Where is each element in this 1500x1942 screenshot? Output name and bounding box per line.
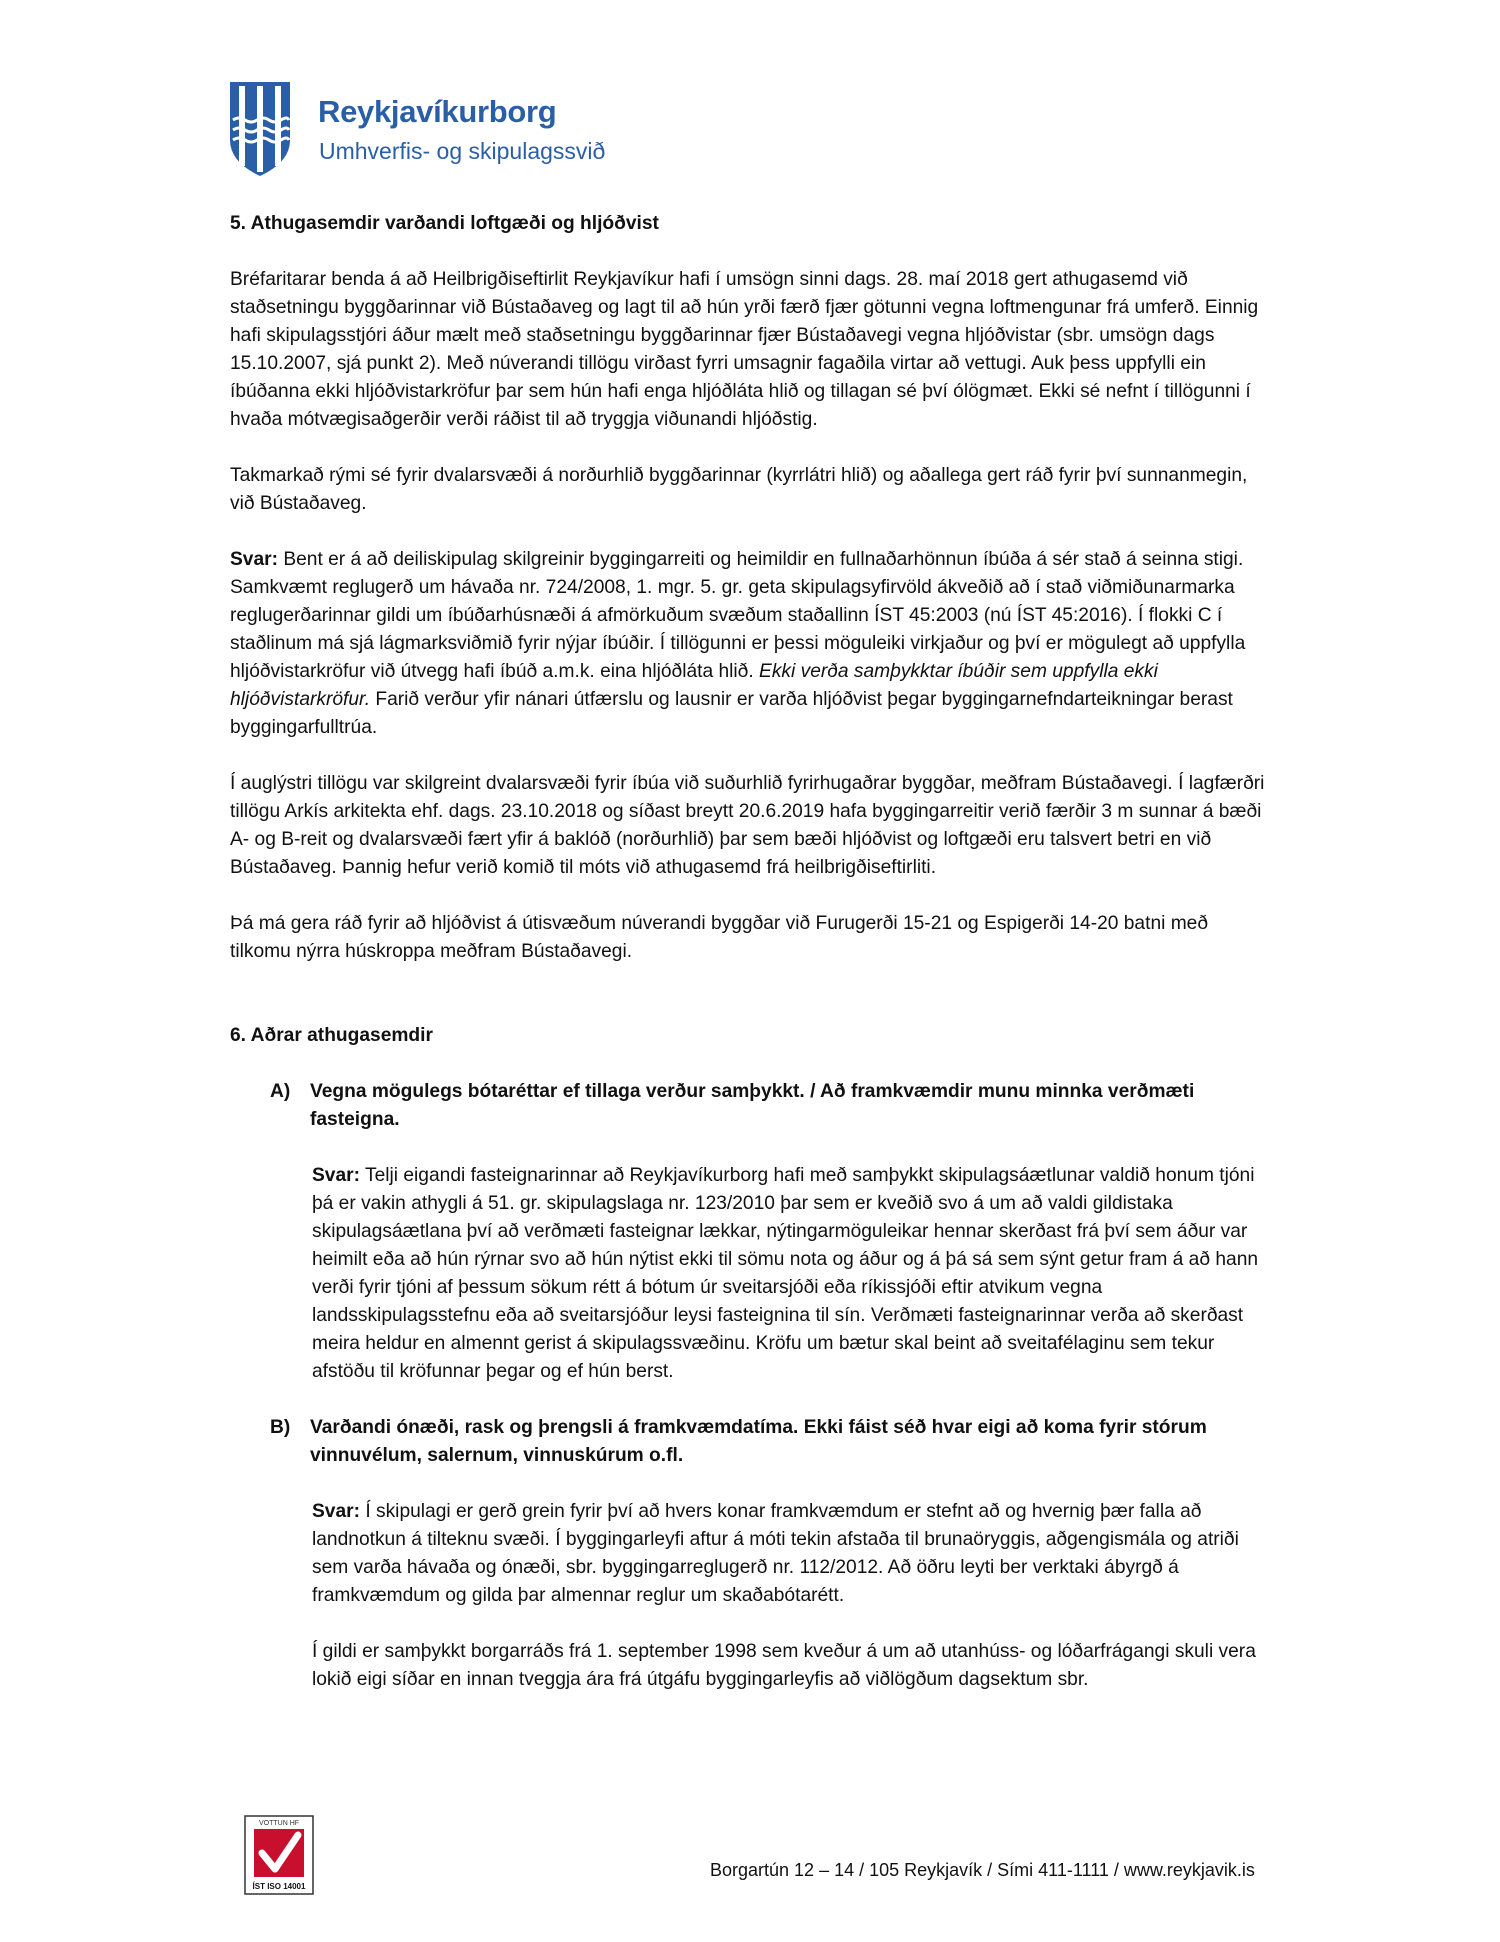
item-a-letter: A) <box>270 1081 291 1102</box>
answer-text: Bent er á að deiliskipulag skilgreinir byggingarreiti og heimildir en fullnaðarhönnun íbúða á sér stað á seinna stigi. Samkvæmt reglugerð um hávaða nr. 724/2008, 1. mgr. 5. gr. geta skipulagsyfirvöld ákveðið að í stað viðmiðunarmarka reglugerðarinnar gildi um íbúðarhúsnæði á afmörkuðum svæðum staðallinn ÍST 45:2003 (nú ÍST 45:2016). Í flokki C í staðlinum má sjá lágmarksviðmið fyrir nýjar íbúðir. Í tillögunni er þessi möguleiki virkjaður og því er mögulegt að uppfylla hljóðvistarkröfur við útvegg hafi íbúð a.m.k. eina hljóðláta hlið. <box>230 549 1246 682</box>
org-name: Reykjavíkurborg <box>318 94 557 129</box>
item-b-heading <box>270 1414 1270 1470</box>
item-b-letter: B) <box>270 1417 291 1438</box>
cert-label-bottom: ÍST ISO 14001 <box>252 1882 306 1891</box>
item-a-title: Vegna mögulegs bótaréttar ef tillaga verður samþykkt. / Að framkvæmdir munu minnka verðmæti fasteigna. <box>310 1081 1195 1130</box>
header-logo <box>228 80 608 180</box>
item-b-paragraph-2: Í gildi er samþykkt borgarráðs frá 1. september 1998 sem kveður á um að utanhúss- og lóðarfrágangi skuli vera lokið eigi síðar en innan tveggja ára frá útgáfu byggingarleyfis að viðlögðum dagsektum sbr. <box>312 1641 1256 1690</box>
iso-certification-icon <box>244 1815 314 1895</box>
section-5-heading: 5. Athugasemdir varðandi loftgæði og hljóðvist <box>230 213 659 234</box>
section-5-paragraph-2: Takmarkað rými sé fyrir dvalarsvæði á norðurhlið byggðarinnar (kyrrlátri hlið) og aðallega gert ráð fyrir því sunnanmegin, við Bústaðaveg. <box>230 465 1248 514</box>
answer-label: Svar: <box>312 1501 360 1522</box>
answer-label: Svar: <box>312 1165 360 1186</box>
answer-tail-text: Farið verður yfir nánari útfærslu og lausnir er varða hljóðvist þegar byggingarnefndarteikningar berast byggingarfulltrúa. <box>230 689 1233 738</box>
answer-text: Telji eigandi fasteignarinnar að Reykjavíkurborg hafi með samþykkt skipulagsáætlunar valdið honum tjóni þá er vakin athygli á 51. gr. skipulagslaga nr. 123/2010 þar sem er kveðið svo á um að valdi gildistaka skipulagsáætlana því að verðmæti fasteignar lækkar, nýtingarmöguleikar hennar skerðast frá því sem áður var heimilt eða að hún rýrnar svo að hún nýtist ekki til sömu nota og áður og á þá sá sem sýnt getur fram á að hann verði fyrir tjóni af þessum sökum rétt á bótum úr sveitarsjóði eða ríkissjóði eftir atvikum vegna landsskipulagsstefnu eða að sveitarsjóður leysi fasteignina til sín. Verðmæti fasteignarinnar verða að skerðast meira heldur en almennt gerist á skipulagssvæðinu. Kröfu um bætur skal beint að sveitafélaginu sem tekur afstöðu til kröfunnar þegar og ef hún berst. <box>312 1165 1259 1382</box>
document-body <box>230 210 1270 1694</box>
answer-label: Svar: <box>230 549 278 570</box>
footer-address: Borgartún 12 – 14 / 105 Reykjavík / Sími 411-1111 / www.reykjavik.is <box>710 1860 1255 1880</box>
section-5-paragraph-5: Þá má gera ráð fyrir að hljóðvist á útisvæðum núverandi byggðar við Furugerði 15-21 og Espigerði 14-20 batni með tilkomu nýrra húskroppa meðfram Bústaðavegi. <box>230 913 1209 962</box>
item-b-answer <box>312 1498 1270 1610</box>
cert-label-top: VOTTUN HF <box>258 1820 300 1827</box>
answer-italic-text: Ekki verða samþykktar íbúðir sem uppfylla ekki hljóðvistarkröfur. <box>230 661 1158 710</box>
item-a-answer <box>312 1162 1270 1386</box>
section-5-paragraph-4: Í auglýstri tillögu var skilgreint dvalarsvæði fyrir íbúa við suðurhlið fyrirhugaðrar byggðar, meðfram Bústaðavegi. Í lagfærðri tillögu Arkís arkitekta ehf. dags. 23.10.2018 og síðast breytt 20.6.2019 hafa byggingarreitir verið færðir 3 m sunnar á bæði A- og B-reit og dvalarsvæði fært yfir á baklóð (norðurhlið) þar sem bæði hljóðvist og loftgæði eru talsvert betri en við Bústaðaveg. Þannig hefur verið komið til móts við athugasemd frá heilbrigðiseftirliti. <box>230 773 1265 878</box>
item-b-title: Varðandi ónæði, rask og þrengsli á framkvæmdatíma. Ekki fáist séð hvar eigi að koma fyrir stórum vinnuvélum, salernum, vinnuskúrum o.fl. <box>310 1417 1207 1466</box>
item-a-heading <box>270 1078 1270 1134</box>
answer-text: Í skipulagi er gerð grein fyrir því að hvers konar framkvæmdum er stefnt að og hvernig þær falla að landnotkun á tilteknu svæði. Í byggingarleyfi aftur á móti tekin afstaða til brunaöryggis, aðgengismála og atriði sem varða hávaða og ónæði, sbr. byggingarreglugerð nr. 112/2012. Að öðru leyti ber verktaki ábyrgð á framkvæmdum og gilda þar almennar reglur um skaðabótarétt. <box>312 1501 1239 1606</box>
department-name: Umhverfis- og skipulagssvið <box>319 138 606 164</box>
section-5-paragraph-1: Bréfaritarar benda á að Heilbrigðiseftirlit Reykjavíkur hafi í umsögn sinni dags. 28. maí 2018 gert athugasemd við staðsetningu byggðarinnar við Bústaðaveg og lagt til að hún yrði færð fjær götunni vegna loftmengunar frá umferð. Einnig hafi skipulagsstjóri áður mælt með staðsetningu byggðarinnar fjær Bústaðavegi vegna hljóðvistar (sbr. umsögn dags 15.10.2007, sjá punkt 2). Með núverandi tillögu virðast fyrri umsagnir fagaðila virtar að vettugi. Auk þess uppfylli ein íbúðanna ekki hljóðvistarkröfur þar sem hún hafi enga hljóðláta hlið og tillagan sé því ólögmæt. Ekki sé nefnt í tillögunni í hvaða mótvægisaðgerðir verði ráðist til að tryggja viðunandi hljóðstig. <box>230 269 1259 430</box>
section-5-answer <box>230 546 1270 742</box>
section-6-heading: 6. Aðrar athugasemdir <box>230 1025 433 1046</box>
coat-of-arms-icon <box>228 80 292 178</box>
